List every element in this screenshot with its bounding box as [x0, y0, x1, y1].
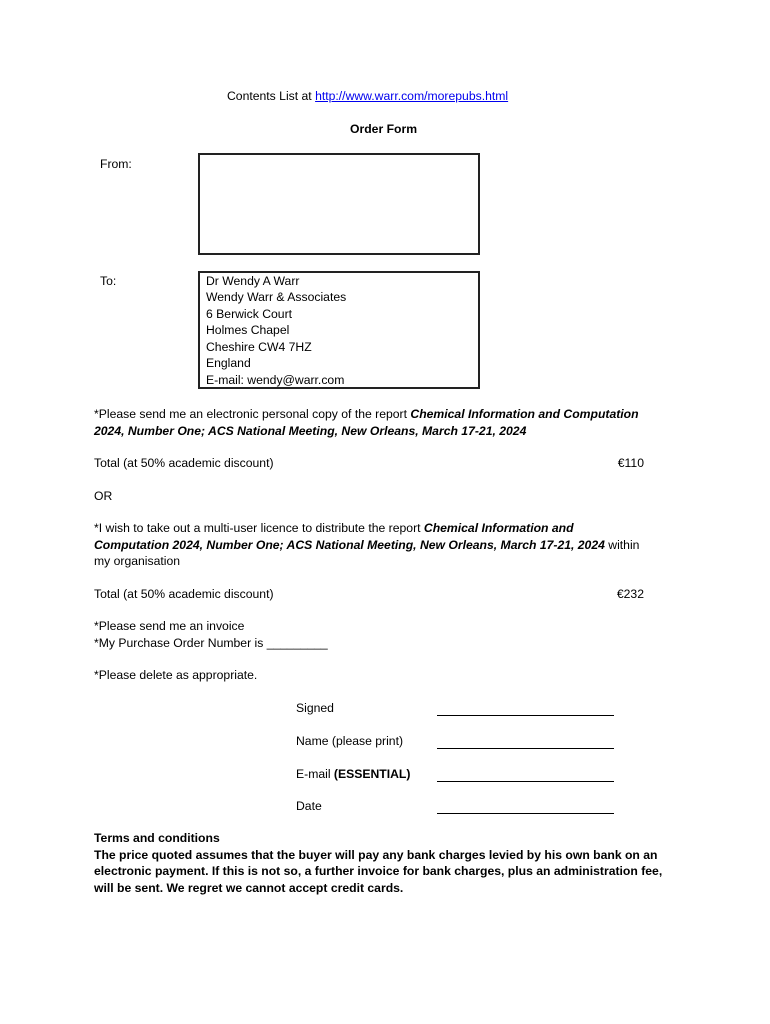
- date-field[interactable]: [437, 800, 614, 814]
- email-essential: (ESSENTIAL): [333, 767, 411, 781]
- invoice-request: *Please send me an invoice: [94, 619, 245, 633]
- address-line: Wendy Warr & Associates: [206, 290, 347, 304]
- address-line: Holmes Chapel: [206, 323, 290, 337]
- option2-prefix: *I wish to take out a multi-user licence to distribute the report: [94, 521, 424, 535]
- report-title-part2: 2024, Number One; ACS National Meeting, New Orleans, March 17-21, 2024: [94, 424, 527, 438]
- report-title-part2: Computation 2024, Number One; ACS National Meeting, New Orleans, March 17-21, 2024: [94, 538, 605, 552]
- report-title-part1: Chemical Information and Computation: [410, 407, 639, 421]
- option2-total-label: Total (at 50% academic discount): [94, 587, 274, 601]
- option1-total-label: Total (at 50% academic discount): [94, 456, 274, 470]
- signed-label: Signed: [296, 701, 334, 715]
- terms-line: will be sent. We regret we cannot accept credit cards.: [94, 881, 404, 895]
- delete-note: *Please delete as appropriate.: [94, 668, 258, 682]
- email-label: [296, 767, 410, 781]
- date-label: Date: [296, 799, 322, 813]
- option1-price: €110: [617, 456, 644, 470]
- address-line: Dr Wendy A Warr: [206, 274, 300, 288]
- contents-prefix: Contents List at: [227, 89, 316, 103]
- address-line: 6 Berwick Court: [206, 307, 293, 321]
- address-email: E-mail: wendy@warr.com: [206, 373, 345, 387]
- to-label: To:: [100, 274, 117, 288]
- option2-suffix: within: [604, 538, 640, 552]
- terms-line: The price quoted assumes that the buyer will pay any bank charges levied by his own bank on an: [94, 848, 658, 862]
- option2-line3: my organisation: [94, 554, 181, 568]
- option2-line1: [94, 521, 574, 535]
- option1-prefix: *Please send me an electronic personal copy of the report: [94, 407, 411, 421]
- email-field[interactable]: [437, 768, 614, 782]
- option1-line1: [94, 407, 639, 421]
- terms-line: electronic payment. If this is not so, a further invoice for bank charges, plus an administration fee,: [94, 864, 663, 878]
- report-title-part1: Chemical Information and: [423, 521, 574, 535]
- address-line: Cheshire CW4 7HZ: [206, 340, 312, 354]
- address-line: England: [206, 356, 251, 370]
- page-title: Order Form: [350, 122, 418, 136]
- from-label: From:: [100, 157, 132, 171]
- name-label: Name (please print): [296, 734, 404, 748]
- contents-link[interactable]: http://www.warr.com/morepubs.html: [315, 89, 509, 103]
- signed-field[interactable]: [437, 702, 614, 716]
- name-field[interactable]: [437, 735, 614, 749]
- purchase-order-line[interactable]: *My Purchase Order Number is _________: [94, 636, 328, 650]
- contents-line: [227, 89, 508, 103]
- terms-heading: Terms and conditions: [94, 831, 220, 845]
- or-text: OR: [94, 489, 113, 503]
- email-label-prefix: E-mail: [296, 767, 334, 781]
- option2-price: €232: [616, 587, 644, 601]
- option2-line2: [94, 538, 639, 552]
- from-address-box[interactable]: [198, 153, 480, 255]
